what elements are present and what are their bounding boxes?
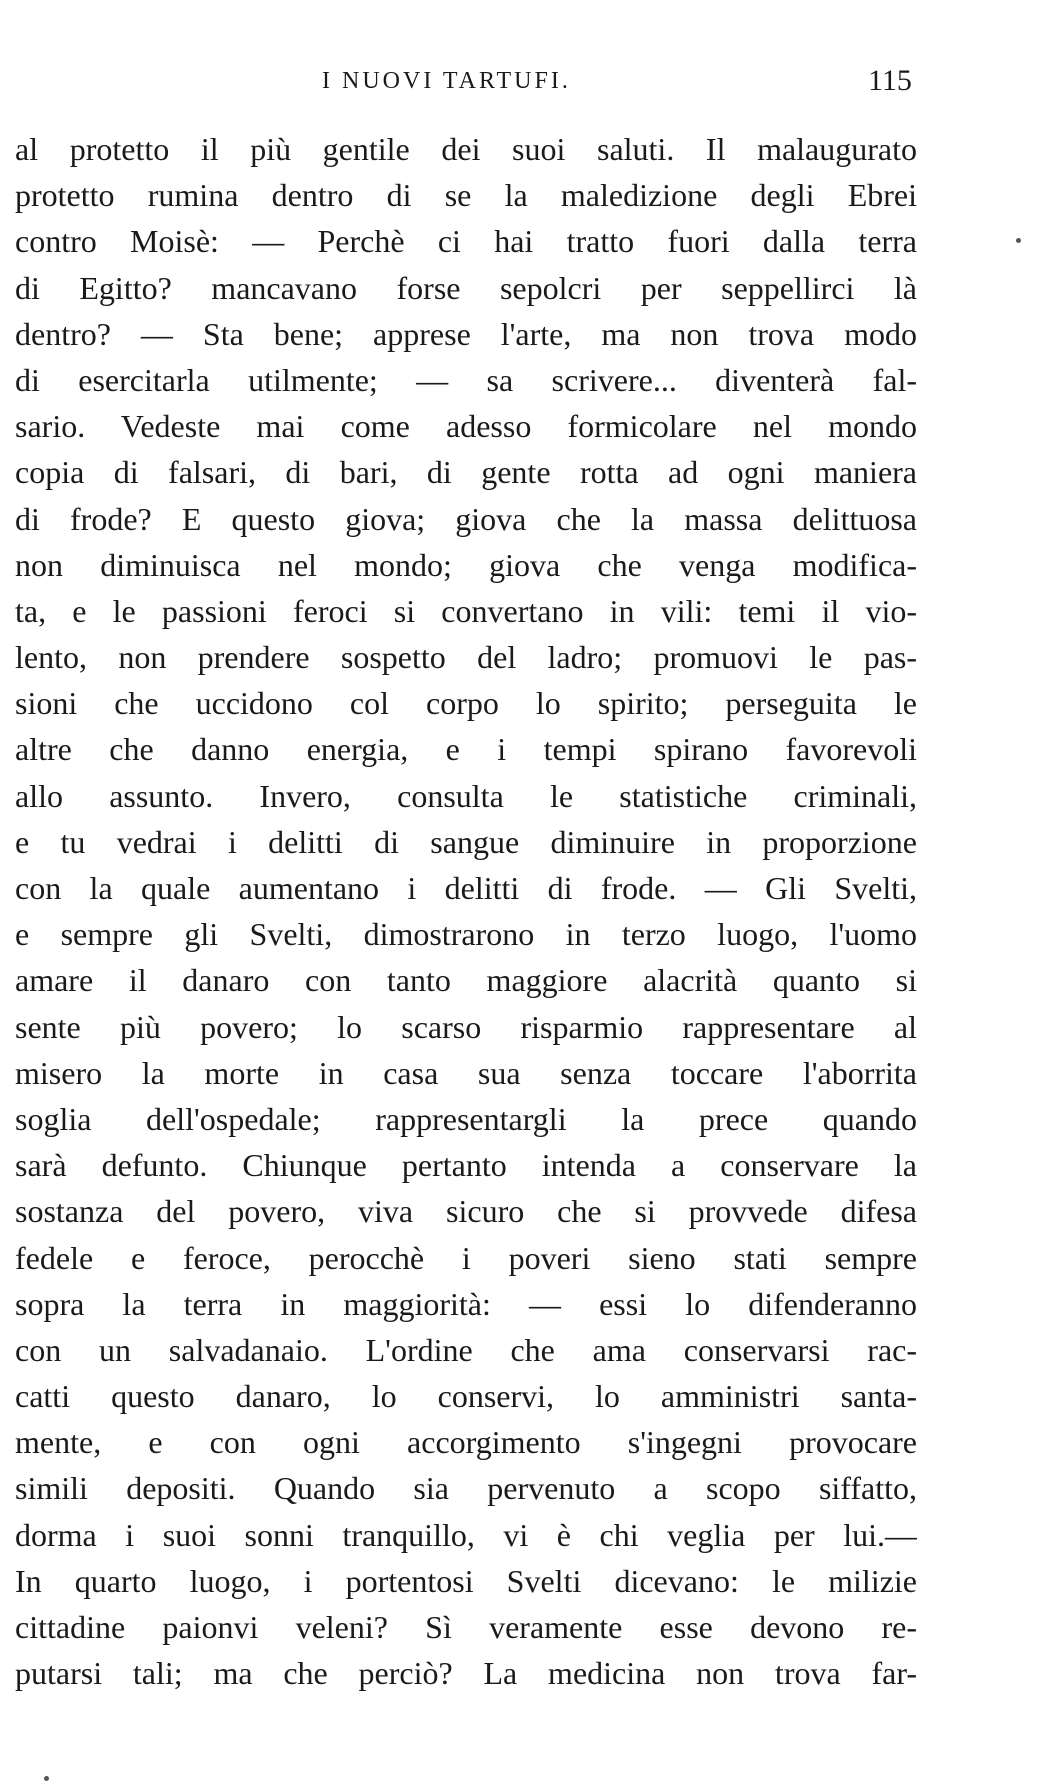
- text-line: fedele e feroce, perocchè i poveri sieno stati sempre: [15, 1239, 917, 1276]
- text-line: mente, e con ogni accorgimento s'ingegni provocare: [15, 1424, 917, 1461]
- text-line: di esercitarla utilmente; — sa scrivere... diventerà fal-: [15, 361, 917, 398]
- margin-speck: [44, 1776, 49, 1781]
- text-line: sopra la terra in maggiorità: — essi lo difenderanno: [15, 1285, 917, 1322]
- text-line: allo assunto. Invero, consulta le statistiche criminali,: [15, 777, 917, 814]
- text-line: copia di falsari, di bari, di gente rotta ad ogni maniera: [15, 454, 917, 491]
- body-text: [15, 126, 917, 1696]
- page-number: 115: [868, 64, 912, 97]
- text-line: non diminuisca nel mondo; giova che venga modifica-: [15, 546, 917, 583]
- text-line: cittadine paionvi veleni? Sì veramente esse devono re-: [15, 1609, 917, 1645]
- text-line: con un salvadanaio. L'ordine che ama conservarsi rac-: [15, 1331, 917, 1368]
- text-line: dorma i suoi sonni tranquillo, vi è chi veglia per lui.—: [15, 1516, 917, 1553]
- text-line: lento, non prendere sospetto del ladro; promuovi le pas-: [15, 639, 917, 676]
- text-line: sarà defunto. Chiunque pertanto intenda a conservare la: [15, 1147, 917, 1184]
- text-line: sioni che uccidono col corpo lo spirito; perseguita le: [15, 685, 917, 722]
- text-line: e tu vedrai i delitti di sangue diminuire in proporzione: [15, 823, 917, 860]
- text-line: contro Moisè: — Perchè ci hai tratto fuori dalla terra: [15, 223, 917, 260]
- running-title: I NUOVI TARTUFI.: [322, 68, 571, 94]
- text-line: simili depositi. Quando sia pervenuto a scopo siffatto,: [15, 1470, 917, 1507]
- text-line: e sempre gli Svelti, dimostrarono in terzo luogo, l'uomo: [15, 916, 917, 953]
- text-line: putarsi tali; ma che perciò? La medicina non trova far-: [15, 1655, 917, 1692]
- text-line: sario. Vedeste mai come adesso formicolare nel mondo: [15, 408, 917, 445]
- text-line: In quarto luogo, i portentosi Svelti dicevano: le milizie: [15, 1562, 917, 1599]
- text-line: al protetto il più gentile dei suoi saluti. Il malaugurato: [15, 131, 917, 167]
- text-line: misero la morte in casa sua senza toccare l'aborrita: [15, 1054, 917, 1091]
- text-line: di frode? E questo giova; giova che la massa delittuosa: [15, 500, 917, 537]
- text-line: di Egitto? mancavano forse sepolcri per seppellirci là: [15, 269, 917, 306]
- running-head: [0, 64, 1064, 104]
- text-line: dentro? — Sta bene; apprese l'arte, ma non trova modo: [15, 315, 917, 352]
- text-line: altre che danno energia, e i tempi spirano favorevoli: [15, 731, 917, 768]
- text-line: sostanza del povero, viva sicuro che si provvede difesa: [15, 1193, 917, 1230]
- text-line: sente più povero; lo scarso risparmio rappresentare al: [15, 1008, 917, 1045]
- text-line: catti questo danaro, lo conservi, lo amministri santa-: [15, 1378, 917, 1415]
- text-line: soglia dell'ospedale; rappresentargli la prece quando: [15, 1100, 917, 1137]
- text-line: amare il danaro con tanto maggiore alacrità quanto si: [15, 962, 917, 999]
- text-line: con la quale aumentano i delitti di frode. — Gli Svelti,: [15, 870, 917, 906]
- text-line: ta, e le passioni feroci si convertano in vili: temi il vio-: [15, 592, 917, 629]
- margin-speck: [1016, 238, 1021, 243]
- text-line: protetto rumina dentro di se la maledizione degli Ebrei: [15, 177, 917, 214]
